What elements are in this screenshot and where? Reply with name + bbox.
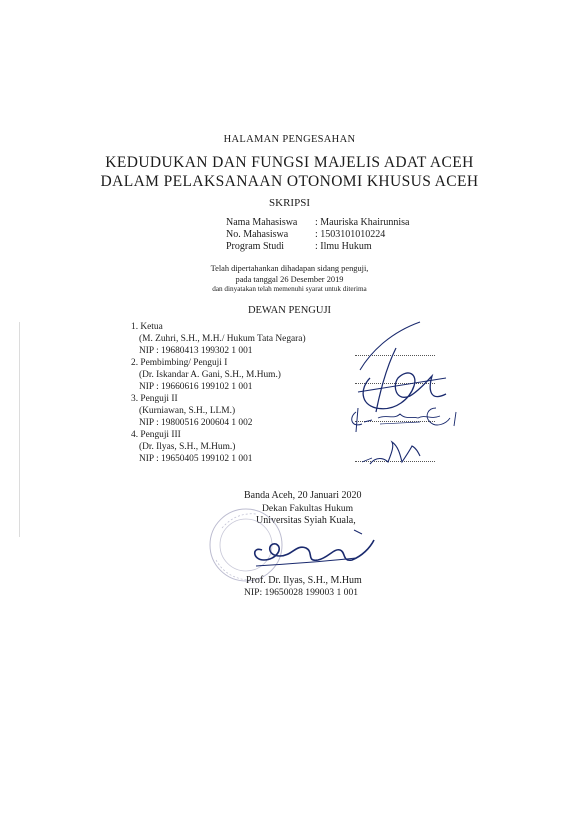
examiner-name: (Kurniawan, S.H., LLM.) <box>139 406 236 416</box>
study-program-value: : Ilmu Hukum <box>315 241 372 252</box>
document-type: SKRIPSI <box>269 197 310 209</box>
student-name-label: Nama Mahasiswa <box>226 217 298 228</box>
dean-name: Prof. Dr. Ilyas, S.H., M.Hum <box>246 575 362 586</box>
page-header: HALAMAN PENGESAHAN <box>223 134 356 145</box>
study-program-label: Program Studi <box>226 241 285 252</box>
examiner-role: 4. Penguji III <box>131 430 181 440</box>
defense-statement-line-3: dan dinyatakan telah memenuhi syarat untuk diterima <box>212 285 367 293</box>
examiner-role: 2. Pembimbing/ Penguji I <box>131 358 228 368</box>
defense-statement-line-2: pada tanggal 26 Desember 2019 <box>235 275 344 284</box>
student-name-value: : Mauriska Khairunnisa <box>315 217 410 228</box>
examiner-role: 1. Ketua <box>131 322 163 332</box>
dean-position: Dekan Fakultas Hukum <box>262 503 354 514</box>
approval-place-date: Banda Aceh, 20 Januari 2020 <box>244 490 362 501</box>
thesis-title-line-2: DALAM PELAKSANAAN OTONOMI KHUSUS ACEH <box>100 173 479 190</box>
student-number-label: No. Mahasiswa <box>226 229 289 240</box>
scan-margin-line <box>19 322 20 537</box>
defense-statement-line-1: Telah dipertahankan dihadapan sidang penguji, <box>210 264 369 273</box>
student-number-value: : 1503101010224 <box>315 229 386 240</box>
examiner-name: (Dr. Iskandar A. Gani, S.H., M.Hum.) <box>139 370 281 380</box>
examiner-nip: NIP : 19660616 199102 1 001 <box>139 382 253 392</box>
university-name: Universitas Syiah Kuala, <box>256 515 356 526</box>
examiner-role: 3. Penguji II <box>131 394 178 404</box>
dean-nip: NIP: 19650028 199003 1 001 <box>244 587 359 598</box>
thesis-title-line-1: KEDUDUKAN DAN FUNGSI MAJELIS ADAT ACEH <box>105 154 474 171</box>
examination-board-title: DEWAN PENGUJI <box>247 305 332 316</box>
examiner-name: (Dr. Ilyas, S.H., M.Hum.) <box>139 442 236 452</box>
examiner-nip: NIP : 19680413 199302 1 001 <box>139 346 253 356</box>
examiner-nip: NIP : 19650405 199102 1 001 <box>139 454 253 464</box>
examiner-name: (M. Zuhri, S.H., M.H./ Hukum Tata Negara) <box>139 334 306 344</box>
examiner-nip: NIP : 19800516 200604 1 002 <box>139 418 253 428</box>
